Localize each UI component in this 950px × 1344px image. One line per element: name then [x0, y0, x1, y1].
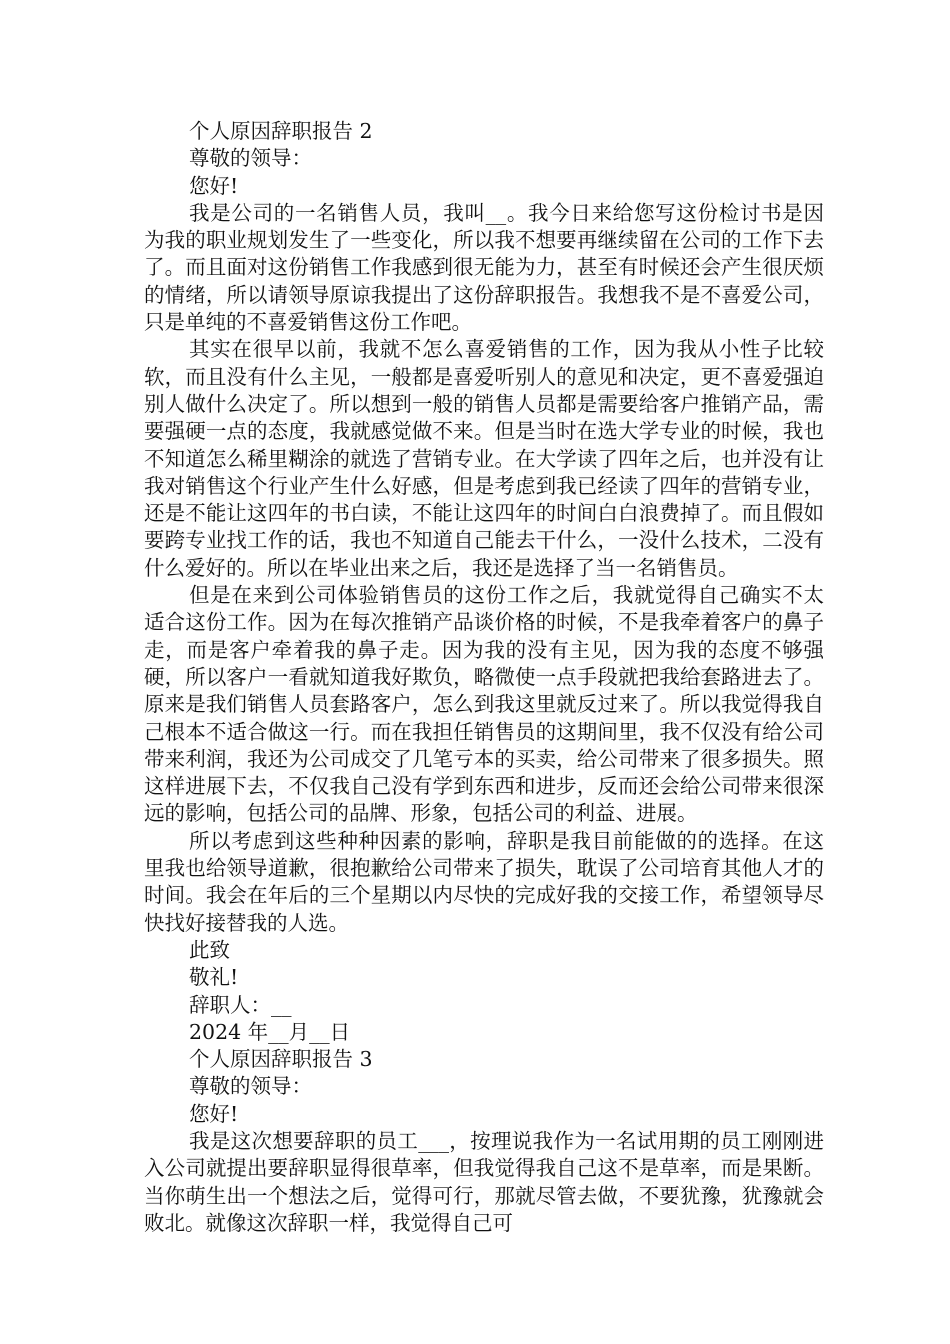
body-paragraph: 其实在很早以前，我就不怎么喜爱销售的工作，因为我从小性子比较软，而且没有什么主见，一般都是喜爱听别人的意见和决定，更不喜爱强迫别人做什么决定了。所以想到一般的销售人员都是需要给客户推销产品，需要强硬一点的态度，我就感觉做不来。但是当时在选大学专业的时候，我也不知道怎么稀里糊涂的就选了营销专业。在大学读了四年之后，也并没有让我对销售这个行业产生什么好感，但是考虑到我已经读了四年的营销专业，还是不能让这四年的书白读，不能让这四年的时间白白浪费掉了。而且假如要跨专业找工作的话，我也不知道自己能去干什么，一没什么技术，二没有什么爱好的。所以在毕业出来之后，我还是选择了当一名销售员。 [144, 337, 824, 580]
salutation: 尊敬的领导： [189, 146, 312, 171]
report-title: 个人原因辞职报告 3 [189, 1047, 373, 1072]
body-paragraph: 所以考虑到这些种种因素的影响，辞职是我目前能做的的选择。在这里我也给领导道歉，很抱歉给公司带来了损失，耽误了公司培育其他人才的时间。我会在年后的三个星期以内尽快的完成好我的交接工作，希望领导尽快找好接替我的人选。 [144, 828, 824, 935]
body-paragraph: 我是这次想要辞职的员工___，按理说我作为一名试用期的员工刚刚进入公司就提出要辞职显得很草率，但我觉得我自己这不是草率，而是果断。当你萌生出一个想法之后，觉得可行，那就尽管去做，不要犹豫，犹豫就会败北。就像这次辞职一样，我觉得自己可 [144, 1128, 824, 1235]
date-line: 2024 年__月__日 [189, 1019, 351, 1044]
report-section-2 [144, 118, 824, 1046]
salutation: 尊敬的领导： [189, 1074, 312, 1099]
closing-line: 此致 [189, 937, 230, 962]
body-paragraph: 但是在来到公司体验销售员的这份工作之后，我就觉得自己确实不太适合这份工作。因为在每次推销产品谈价格的时候，不是我牵着客户的鼻子走，而是客户牵着我的鼻子走。因为我的没有主见，因为我的态度不够强硬，所以客户一看就知道我好欺负，略微使一点手段就把我给套路进去了。原来是我们销售人员套路客户，怎么到我这里就反过来了。所以我觉得我自己根本不适合做这一行。而在我担任销售员的这期间里，我不仅没有给公司带来利润，我还为公司成交了几笔亏本的买卖，给公司带来了很多损失。照这样进展下去，不仅我自己没有学到东西和进步，反而还会给公司带来很深远的影响，包括公司的品牌、形象，包括公司的利益、进展。 [144, 583, 824, 826]
greeting: 您好! [189, 1101, 239, 1126]
closing-line: 敬礼! [189, 965, 239, 990]
report-section-3 [144, 1046, 824, 1237]
body-paragraph: 我是公司的一名销售人员，我叫__。我今日来给您写这份检讨书是因为我的职业规划发生了一些变化，所以我不想要再继续留在公司的工作下去了。而且面对这份销售工作我感到很无能为力，甚至有时候还会产生很厌烦的情绪，所以请领导原谅我提出了这份辞职报告。我想我不是不喜爱公司，只是单纯的不喜爱销售这份工作吧。 [144, 200, 824, 335]
greeting: 您好! [189, 173, 239, 198]
document-page [144, 118, 824, 1237]
report-title: 个人原因辞职报告 2 [189, 119, 373, 143]
signer-line: 辞职人：__ [189, 992, 292, 1017]
